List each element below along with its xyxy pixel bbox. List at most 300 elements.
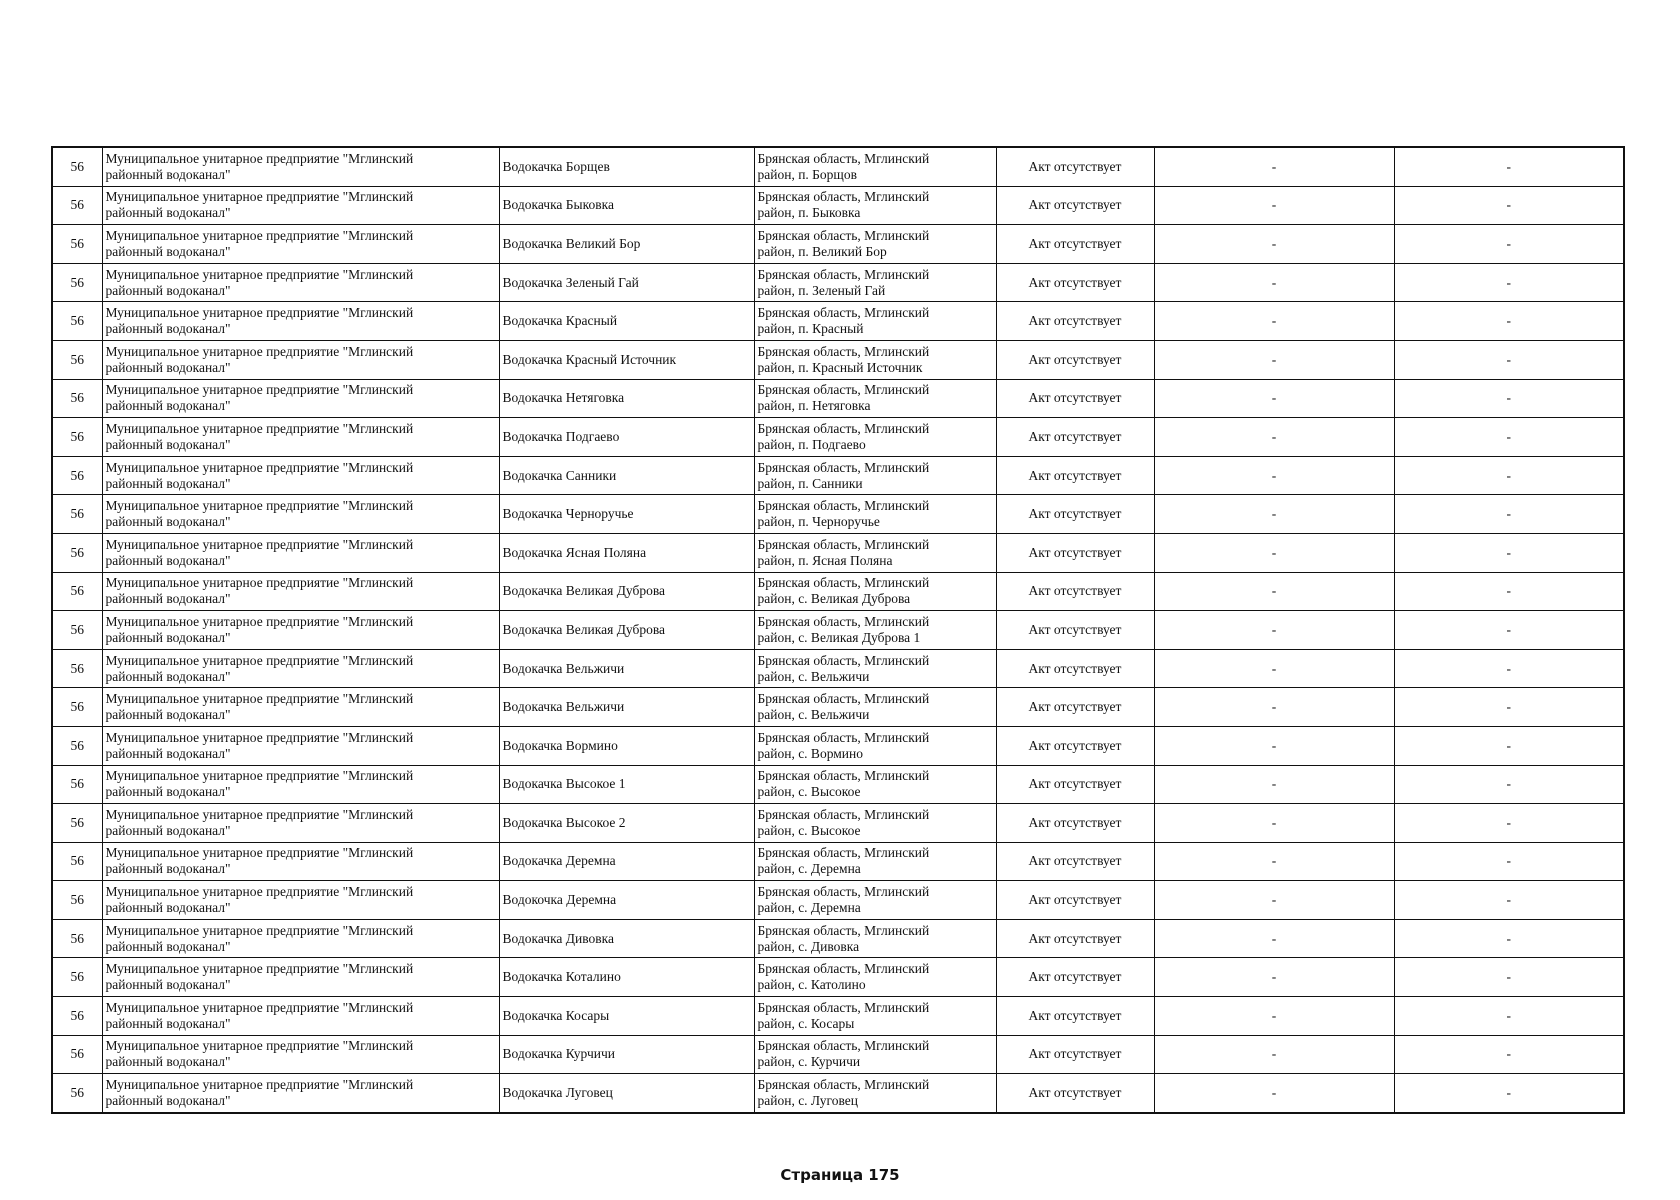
act-status-cell: Акт отсутствует xyxy=(996,997,1154,1036)
organization-line-1: Муниципальное унитарное предприятие "Мглинский xyxy=(105,150,414,166)
column-6-cell: - xyxy=(1154,611,1394,650)
organization-line-1: Муниципальное унитарное предприятие "Мглинский xyxy=(105,729,414,745)
column-6-cell: - xyxy=(1154,147,1394,186)
act-status-cell: Акт отсутствует xyxy=(996,379,1154,418)
object-name-cell: Водокачка Борщев xyxy=(499,147,754,186)
act-status-cell: Акт отсутствует xyxy=(996,572,1154,611)
column-7-cell: - xyxy=(1394,186,1624,225)
row-number-cell: 56 xyxy=(52,804,102,843)
organization-line-1: Муниципальное унитарное предприятие "Мглинский xyxy=(105,613,414,629)
column-7-cell: - xyxy=(1394,804,1624,843)
organization-line-1: Муниципальное унитарное предприятие "Мглинский xyxy=(105,691,414,707)
table-row xyxy=(52,611,1624,650)
organization-line-2: районный водоканал" xyxy=(105,707,231,723)
address-line-2: район, с. Высокое xyxy=(757,784,861,800)
organization-cell xyxy=(102,533,499,572)
object-name-cell: Водокачка Коталино xyxy=(499,958,754,997)
organization-cell xyxy=(102,495,499,534)
organization-line-1: Муниципальное унитарное предприятие "Мглинский xyxy=(105,536,414,552)
row-number-cell: 56 xyxy=(52,147,102,186)
column-6-cell: - xyxy=(1154,572,1394,611)
act-status-cell: Акт отсутствует xyxy=(996,1035,1154,1074)
column-7-cell: - xyxy=(1394,302,1624,341)
column-6-cell: - xyxy=(1154,958,1394,997)
organization-line-2: районный водоканал" xyxy=(105,1015,231,1031)
address-line-1: Брянская область, Мглинский xyxy=(757,498,930,514)
table-row xyxy=(52,572,1624,611)
object-name-cell: Водокачка Великая Дуброва xyxy=(499,572,754,611)
organization-cell xyxy=(102,263,499,302)
organization-line-1: Муниципальное унитарное предприятие "Мглинский xyxy=(105,1077,414,1093)
organization-line-1: Муниципальное унитарное предприятие "Мглинский xyxy=(105,420,414,436)
organization-line-2: районный водоканал" xyxy=(105,745,231,761)
address-line-2: район, с. Луговец xyxy=(757,1093,858,1109)
column-7-cell: - xyxy=(1394,919,1624,958)
address-line-1: Брянская область, Мглинский xyxy=(757,1038,930,1054)
column-7-cell: - xyxy=(1394,263,1624,302)
organization-line-2: районный водоканал" xyxy=(105,861,231,877)
address-line-2: район, с. Великая Дуброва 1 xyxy=(757,629,921,645)
object-name-cell: Водокачка Красный xyxy=(499,302,754,341)
column-6-cell: - xyxy=(1154,495,1394,534)
address-line-1: Брянская область, Мглинский xyxy=(757,845,930,861)
address-line-1: Брянская область, Мглинский xyxy=(757,768,930,784)
object-name-cell: Водокачка Санники xyxy=(499,456,754,495)
organization-line-2: районный водоканал" xyxy=(105,938,231,954)
organization-line-2: районный водоканал" xyxy=(105,822,231,838)
column-6-cell: - xyxy=(1154,804,1394,843)
organization-line-1: Муниципальное унитарное предприятие "Мглинский xyxy=(105,459,414,475)
organization-line-1: Муниципальное унитарное предприятие "Мглинский xyxy=(105,652,414,668)
row-number-cell: 56 xyxy=(52,688,102,727)
address-line-1: Брянская область, Мглинский xyxy=(757,343,930,359)
organization-cell xyxy=(102,997,499,1036)
row-number-cell: 56 xyxy=(52,881,102,920)
column-6-cell: - xyxy=(1154,1074,1394,1113)
column-6-cell: - xyxy=(1154,688,1394,727)
act-status-cell: Акт отсутствует xyxy=(996,919,1154,958)
address-line-2: район, п. Зеленый Гай xyxy=(757,282,886,298)
row-number-cell: 56 xyxy=(52,302,102,341)
address-cell xyxy=(754,997,996,1036)
act-status-cell: Акт отсутствует xyxy=(996,842,1154,881)
column-6-cell: - xyxy=(1154,919,1394,958)
address-line-1: Брянская область, Мглинский xyxy=(757,1077,930,1093)
object-name-cell: Водокачка Вельжичи xyxy=(499,649,754,688)
registry-table xyxy=(51,146,1625,1114)
column-7-cell: - xyxy=(1394,688,1624,727)
address-line-1: Брянская область, Мглинский xyxy=(757,729,930,745)
object-name-cell: Водокачка Курчичи xyxy=(499,1035,754,1074)
column-7-cell: - xyxy=(1394,225,1624,264)
organization-line-2: районный водоканал" xyxy=(105,784,231,800)
address-cell xyxy=(754,379,996,418)
column-7-cell: - xyxy=(1394,765,1624,804)
organization-cell xyxy=(102,302,499,341)
table-row xyxy=(52,842,1624,881)
row-number-cell: 56 xyxy=(52,958,102,997)
address-cell xyxy=(754,1035,996,1074)
column-7-cell: - xyxy=(1394,533,1624,572)
address-cell xyxy=(754,726,996,765)
object-name-cell: Водокачка Высокое 2 xyxy=(499,804,754,843)
organization-line-1: Муниципальное унитарное предприятие "Мглинский xyxy=(105,227,414,243)
act-status-cell: Акт отсутствует xyxy=(996,147,1154,186)
organization-cell xyxy=(102,147,499,186)
column-7-cell: - xyxy=(1394,340,1624,379)
object-name-cell: Водокачка Быковка xyxy=(499,186,754,225)
address-line-1: Брянская область, Мглинский xyxy=(757,806,930,822)
act-status-cell: Акт отсутствует xyxy=(996,765,1154,804)
address-line-2: район, с. Вельжичи xyxy=(757,707,870,723)
table-row xyxy=(52,340,1624,379)
address-line-1: Брянская область, Мглинский xyxy=(757,382,930,398)
column-6-cell: - xyxy=(1154,726,1394,765)
organization-line-2: районный водоканал" xyxy=(105,205,231,221)
column-7-cell: - xyxy=(1394,649,1624,688)
column-7-cell: - xyxy=(1394,456,1624,495)
organization-line-1: Муниципальное унитарное предприятие "Мглинский xyxy=(105,999,414,1015)
act-status-cell: Акт отсутствует xyxy=(996,881,1154,920)
act-status-cell: Акт отсутствует xyxy=(996,225,1154,264)
address-line-1: Брянская область, Мглинский xyxy=(757,150,930,166)
organization-cell xyxy=(102,649,499,688)
organization-line-1: Муниципальное унитарное предприятие "Мглинский xyxy=(105,266,414,282)
table-row xyxy=(52,765,1624,804)
address-cell xyxy=(754,495,996,534)
address-cell xyxy=(754,649,996,688)
row-number-cell: 56 xyxy=(52,379,102,418)
act-status-cell: Акт отсутствует xyxy=(996,649,1154,688)
organization-cell xyxy=(102,881,499,920)
address-line-2: район, п. Великий Бор xyxy=(757,243,887,259)
organization-line-1: Муниципальное унитарное предприятие "Мглинский xyxy=(105,382,414,398)
address-line-2: район, п. Санники xyxy=(757,475,863,491)
column-6-cell: - xyxy=(1154,263,1394,302)
act-status-cell: Акт отсутствует xyxy=(996,688,1154,727)
table-row xyxy=(52,225,1624,264)
organization-line-2: районный водоканал" xyxy=(105,282,231,298)
act-status-cell: Акт отсутствует xyxy=(996,340,1154,379)
table-row xyxy=(52,186,1624,225)
column-7-cell: - xyxy=(1394,572,1624,611)
table-row xyxy=(52,919,1624,958)
address-line-1: Брянская область, Мглинский xyxy=(757,189,930,205)
column-6-cell: - xyxy=(1154,649,1394,688)
column-6-cell: - xyxy=(1154,418,1394,457)
column-6-cell: - xyxy=(1154,456,1394,495)
organization-line-2: районный водоканал" xyxy=(105,514,231,530)
address-line-1: Брянская область, Мглинский xyxy=(757,536,930,552)
organization-line-1: Муниципальное унитарное предприятие "Мглинский xyxy=(105,884,414,900)
address-cell xyxy=(754,611,996,650)
row-number-cell: 56 xyxy=(52,649,102,688)
row-number-cell: 56 xyxy=(52,572,102,611)
column-6-cell: - xyxy=(1154,225,1394,264)
column-6-cell: - xyxy=(1154,881,1394,920)
registry-table-body xyxy=(52,147,1624,1113)
organization-line-1: Муниципальное унитарное предприятие "Мглинский xyxy=(105,575,414,591)
table-row xyxy=(52,688,1624,727)
table-row xyxy=(52,456,1624,495)
act-status-cell: Акт отсутствует xyxy=(996,302,1154,341)
organization-cell xyxy=(102,958,499,997)
organization-cell xyxy=(102,1035,499,1074)
organization-line-2: районный водоканал" xyxy=(105,475,231,491)
address-line-2: район, п. Красный xyxy=(757,321,864,337)
act-status-cell: Акт отсутствует xyxy=(996,263,1154,302)
address-line-1: Брянская область, Мглинский xyxy=(757,305,930,321)
row-number-cell: 56 xyxy=(52,919,102,958)
address-cell xyxy=(754,225,996,264)
organization-line-2: районный водоканал" xyxy=(105,977,231,993)
column-6-cell: - xyxy=(1154,842,1394,881)
object-name-cell: Водокачка Нетяговка xyxy=(499,379,754,418)
object-name-cell: Водокачка Вельжичи xyxy=(499,688,754,727)
column-7-cell: - xyxy=(1394,997,1624,1036)
address-line-2: район, п. Красный Источник xyxy=(757,359,923,375)
column-7-cell: - xyxy=(1394,495,1624,534)
address-cell xyxy=(754,688,996,727)
organization-cell xyxy=(102,804,499,843)
column-7-cell: - xyxy=(1394,611,1624,650)
act-status-cell: Акт отсутствует xyxy=(996,533,1154,572)
organization-line-1: Муниципальное унитарное предприятие "Мглинский xyxy=(105,1038,414,1054)
organization-cell xyxy=(102,340,499,379)
organization-cell xyxy=(102,1074,499,1113)
address-line-1: Брянская область, Мглинский xyxy=(757,266,930,282)
table-row xyxy=(52,958,1624,997)
row-number-cell: 56 xyxy=(52,225,102,264)
address-line-1: Брянская область, Мглинский xyxy=(757,884,930,900)
row-number-cell: 56 xyxy=(52,533,102,572)
address-line-2: район, п. Подгаево xyxy=(757,436,866,452)
address-line-1: Брянская область, Мглинский xyxy=(757,691,930,707)
row-number-cell: 56 xyxy=(52,726,102,765)
organization-line-2: районный водоканал" xyxy=(105,321,231,337)
table-row xyxy=(52,804,1624,843)
address-line-2: район, п. Нетяговка xyxy=(757,398,871,414)
object-name-cell: Водокачка Подгаево xyxy=(499,418,754,457)
organization-line-2: районный водоканал" xyxy=(105,668,231,684)
column-7-cell: - xyxy=(1394,1074,1624,1113)
address-line-1: Брянская область, Мглинский xyxy=(757,459,930,475)
row-number-cell: 56 xyxy=(52,765,102,804)
address-line-1: Брянская область, Мглинский xyxy=(757,999,930,1015)
address-cell xyxy=(754,804,996,843)
organization-line-1: Муниципальное унитарное предприятие "Мглинский xyxy=(105,961,414,977)
address-line-2: район, с. Католино xyxy=(757,977,866,993)
organization-cell xyxy=(102,418,499,457)
row-number-cell: 56 xyxy=(52,495,102,534)
address-line-2: район, с. Великая Дуброва xyxy=(757,591,911,607)
column-7-cell: - xyxy=(1394,1035,1624,1074)
organization-line-1: Муниципальное унитарное предприятие "Мглинский xyxy=(105,189,414,205)
organization-cell xyxy=(102,919,499,958)
address-cell xyxy=(754,418,996,457)
organization-line-1: Муниципальное унитарное предприятие "Мглинский xyxy=(105,768,414,784)
address-line-1: Брянская область, Мглинский xyxy=(757,961,930,977)
table-row xyxy=(52,418,1624,457)
organization-cell xyxy=(102,842,499,881)
address-cell xyxy=(754,1074,996,1113)
organization-line-1: Муниципальное унитарное предприятие "Мглинский xyxy=(105,305,414,321)
column-6-cell: - xyxy=(1154,379,1394,418)
row-number-cell: 56 xyxy=(52,263,102,302)
act-status-cell: Акт отсутствует xyxy=(996,186,1154,225)
organization-cell xyxy=(102,688,499,727)
table-row xyxy=(52,881,1624,920)
organization-line-2: районный водоканал" xyxy=(105,900,231,916)
address-cell xyxy=(754,919,996,958)
organization-line-1: Муниципальное унитарное предприятие "Мглинский xyxy=(105,343,414,359)
column-7-cell: - xyxy=(1394,842,1624,881)
organization-cell xyxy=(102,225,499,264)
organization-line-1: Муниципальное унитарное предприятие "Мглинский xyxy=(105,922,414,938)
address-line-1: Брянская область, Мглинский xyxy=(757,227,930,243)
address-line-2: район, с. Вормино xyxy=(757,745,863,761)
row-number-cell: 56 xyxy=(52,418,102,457)
address-cell xyxy=(754,340,996,379)
row-number-cell: 56 xyxy=(52,186,102,225)
address-line-2: район, с. Курчичи xyxy=(757,1054,861,1070)
address-line-2: район, с. Дивовка xyxy=(757,938,860,954)
address-line-2: район, п. Ясная Поляна xyxy=(757,552,893,568)
act-status-cell: Акт отсутствует xyxy=(996,611,1154,650)
object-name-cell: Водокачка Деремна xyxy=(499,842,754,881)
column-7-cell: - xyxy=(1394,147,1624,186)
address-line-2: район, с. Высокое xyxy=(757,822,861,838)
object-name-cell: Водокачка Вормино xyxy=(499,726,754,765)
address-line-2: район, с. Косары xyxy=(757,1015,855,1031)
registry-sheet xyxy=(51,146,1623,1114)
row-number-cell: 56 xyxy=(52,1074,102,1113)
address-line-2: район, п. Борщов xyxy=(757,166,857,182)
object-name-cell: Водокачка Зеленый Гай xyxy=(499,263,754,302)
act-status-cell: Акт отсутствует xyxy=(996,804,1154,843)
column-7-cell: - xyxy=(1394,958,1624,997)
table-row xyxy=(52,147,1624,186)
column-7-cell: - xyxy=(1394,881,1624,920)
address-cell xyxy=(754,456,996,495)
table-row xyxy=(52,263,1624,302)
address-cell xyxy=(754,263,996,302)
address-line-1: Брянская область, Мглинский xyxy=(757,575,930,591)
organization-line-2: районный водоканал" xyxy=(105,1054,231,1070)
table-row xyxy=(52,649,1624,688)
address-line-1: Брянская область, Мглинский xyxy=(757,922,930,938)
row-number-cell: 56 xyxy=(52,997,102,1036)
object-name-cell: Водокачка Ясная Поляна xyxy=(499,533,754,572)
organization-cell xyxy=(102,726,499,765)
object-name-cell: Водокачка Дивовка xyxy=(499,919,754,958)
object-name-cell: Водокачка Высокое 1 xyxy=(499,765,754,804)
page-number: Страница 175 xyxy=(780,1166,900,1184)
organization-line-2: районный водоканал" xyxy=(105,436,231,452)
act-status-cell: Акт отсутствует xyxy=(996,958,1154,997)
object-name-cell: Водокачка Косары xyxy=(499,997,754,1036)
table-row xyxy=(52,302,1624,341)
table-row xyxy=(52,997,1624,1036)
organization-line-1: Муниципальное унитарное предприятие "Мглинский xyxy=(105,806,414,822)
organization-line-2: районный водоканал" xyxy=(105,166,231,182)
organization-line-2: районный водоканал" xyxy=(105,591,231,607)
organization-line-1: Муниципальное унитарное предприятие "Мглинский xyxy=(105,498,414,514)
row-number-cell: 56 xyxy=(52,456,102,495)
act-status-cell: Акт отсутствует xyxy=(996,418,1154,457)
table-row xyxy=(52,379,1624,418)
column-6-cell: - xyxy=(1154,765,1394,804)
address-line-2: район, с. Вельжичи xyxy=(757,668,870,684)
address-line-1: Брянская область, Мглинский xyxy=(757,420,930,436)
object-name-cell: Водокачка Луговец xyxy=(499,1074,754,1113)
organization-cell xyxy=(102,379,499,418)
row-number-cell: 56 xyxy=(52,340,102,379)
object-name-cell: Водокачка Великий Бор xyxy=(499,225,754,264)
table-row xyxy=(52,726,1624,765)
column-6-cell: - xyxy=(1154,1035,1394,1074)
row-number-cell: 56 xyxy=(52,1035,102,1074)
organization-line-2: районный водоканал" xyxy=(105,243,231,259)
row-number-cell: 56 xyxy=(52,842,102,881)
organization-line-1: Муниципальное унитарное предприятие "Мглинский xyxy=(105,845,414,861)
address-cell xyxy=(754,186,996,225)
table-row xyxy=(52,495,1624,534)
act-status-cell: Акт отсутствует xyxy=(996,726,1154,765)
organization-line-2: районный водоканал" xyxy=(105,629,231,645)
organization-line-2: районный водоканал" xyxy=(105,552,231,568)
column-7-cell: - xyxy=(1394,726,1624,765)
object-name-cell: Водокачка Черноручье xyxy=(499,495,754,534)
row-number-cell: 56 xyxy=(52,611,102,650)
column-6-cell: - xyxy=(1154,533,1394,572)
address-line-1: Брянская область, Мглинский xyxy=(757,652,930,668)
organization-line-2: районный водоканал" xyxy=(105,398,231,414)
address-cell xyxy=(754,958,996,997)
address-line-2: район, п. Быковка xyxy=(757,205,861,221)
table-row xyxy=(52,1074,1624,1113)
column-6-cell: - xyxy=(1154,302,1394,341)
address-cell xyxy=(754,302,996,341)
act-status-cell: Акт отсутствует xyxy=(996,1074,1154,1113)
act-status-cell: Акт отсутствует xyxy=(996,456,1154,495)
organization-cell xyxy=(102,456,499,495)
column-6-cell: - xyxy=(1154,186,1394,225)
table-row xyxy=(52,533,1624,572)
address-cell xyxy=(754,147,996,186)
table-row xyxy=(52,1035,1624,1074)
address-line-1: Брянская область, Мглинский xyxy=(757,613,930,629)
organization-cell xyxy=(102,572,499,611)
address-line-2: район, с. Деремна xyxy=(757,900,861,916)
organization-cell xyxy=(102,186,499,225)
act-status-cell: Акт отсутствует xyxy=(996,495,1154,534)
organization-line-2: районный водоканал" xyxy=(105,1093,231,1109)
address-line-2: район, п. Черноручье xyxy=(757,514,880,530)
address-cell xyxy=(754,842,996,881)
address-cell xyxy=(754,533,996,572)
organization-line-2: районный водоканал" xyxy=(105,359,231,375)
address-cell xyxy=(754,765,996,804)
column-6-cell: - xyxy=(1154,997,1394,1036)
object-name-cell: Водокачка Красный Источник xyxy=(499,340,754,379)
organization-cell xyxy=(102,611,499,650)
object-name-cell: Водокочка Деремна xyxy=(499,881,754,920)
column-7-cell: - xyxy=(1394,418,1624,457)
column-6-cell: - xyxy=(1154,340,1394,379)
address-line-2: район, с. Деремна xyxy=(757,861,861,877)
address-cell xyxy=(754,881,996,920)
